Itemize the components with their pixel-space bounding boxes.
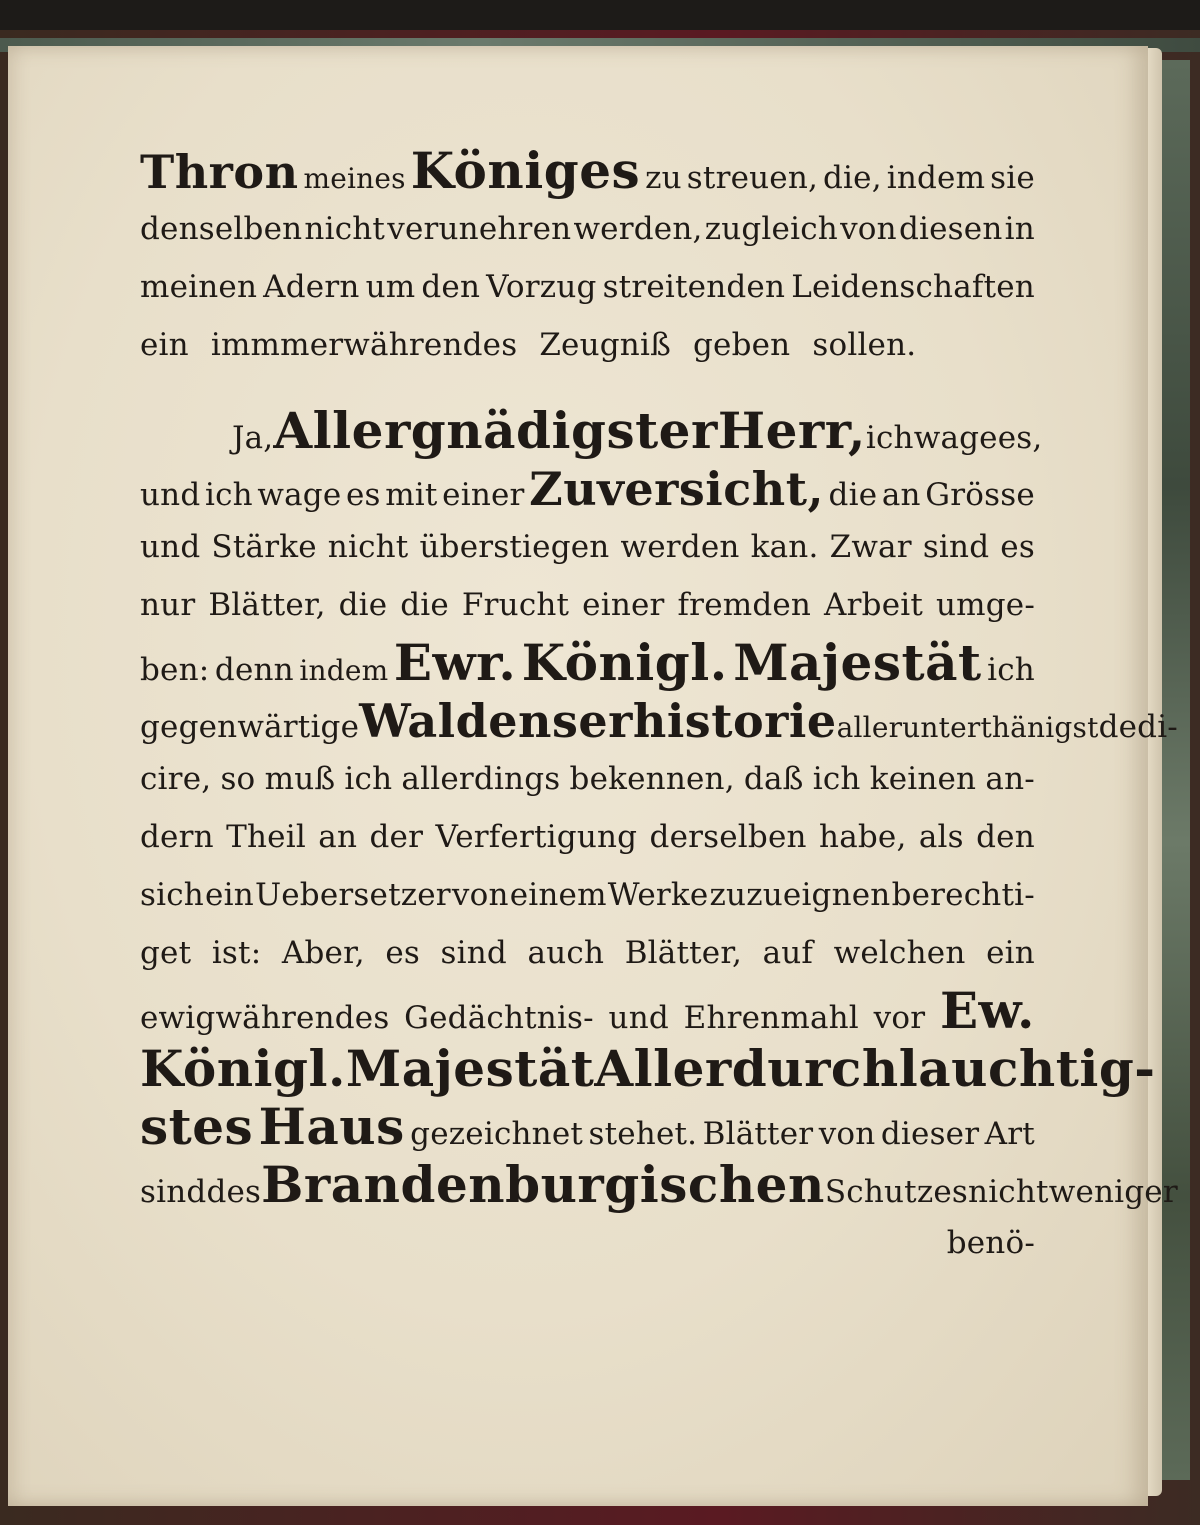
word: derselben <box>649 819 807 855</box>
word-emphasized: Majestät <box>733 633 982 692</box>
word: gezeichnet <box>410 1116 584 1152</box>
word: Schutzes <box>824 1174 969 1210</box>
word: stehet. <box>588 1116 698 1152</box>
text-line <box>140 808 1035 866</box>
word: kan. <box>750 529 819 565</box>
word: auf <box>762 935 814 971</box>
word: Blätter <box>702 1116 814 1152</box>
text-line <box>140 401 1043 460</box>
word: sind <box>140 1174 207 1210</box>
word: wage <box>913 420 998 456</box>
word: einer <box>442 477 525 513</box>
word-emphasized: Allergnädigster <box>273 401 718 460</box>
text-line <box>140 460 1035 518</box>
word: immmerwährendes <box>210 327 518 363</box>
word: meines <box>303 162 406 195</box>
word: Grösse <box>925 477 1035 513</box>
text-line <box>140 200 1035 258</box>
word: Stärke <box>211 529 317 565</box>
word: Uebersetzer <box>254 877 451 913</box>
word: ewigwährendes <box>140 1000 390 1036</box>
text-line <box>140 576 1035 634</box>
word: Arbeit <box>824 587 924 623</box>
word: von <box>451 877 509 913</box>
text-line <box>140 142 1035 200</box>
word: vor <box>873 1000 926 1036</box>
text-line <box>140 518 1035 576</box>
word: ist: <box>211 935 262 971</box>
word: allerdings <box>401 761 561 797</box>
word: Ehrenmahl <box>683 1000 859 1036</box>
text-line <box>140 316 1035 374</box>
word-emphasized: Zuversicht, <box>529 462 824 516</box>
text-line <box>140 692 1178 750</box>
word: bekennen, <box>569 761 735 797</box>
word: sie <box>990 160 1035 196</box>
word: diesen <box>898 211 1003 247</box>
word: einem <box>509 877 607 913</box>
word: Blätter, <box>208 587 326 623</box>
word: nicht <box>327 529 409 565</box>
word: denn <box>214 652 294 688</box>
cover-edge-right <box>1160 60 1190 1480</box>
word: Vorzug <box>486 269 597 305</box>
word: berechti- <box>891 877 1035 913</box>
word: an <box>318 819 358 855</box>
word: sollen. <box>812 327 917 363</box>
catchword: benö- <box>946 1225 1035 1261</box>
word: indem <box>886 160 986 196</box>
word: den <box>421 269 481 305</box>
word: sind <box>440 935 507 971</box>
word: es <box>1000 529 1035 565</box>
text-line <box>140 634 1035 692</box>
word: cire, <box>140 761 212 797</box>
word: dedi- <box>1098 709 1178 745</box>
word-emphasized: Allerdurchlauchtig- <box>594 1039 1156 1098</box>
word: daß <box>743 761 804 797</box>
word: zugleich <box>704 211 838 247</box>
word: ich <box>987 652 1035 688</box>
word-emphasized: Ew. <box>939 981 1035 1040</box>
word: die, <box>823 160 882 196</box>
word: der <box>369 819 424 855</box>
word: meinen <box>140 269 258 305</box>
word: werden, <box>573 211 703 247</box>
text-line <box>140 982 1035 1040</box>
word-emphasized: Königl. <box>521 633 728 692</box>
paragraph-gap <box>140 374 1035 402</box>
text-line <box>140 866 1035 924</box>
text-line <box>140 1039 1156 1098</box>
word: es <box>345 477 381 513</box>
word: umge- <box>935 587 1035 623</box>
word: und <box>608 1000 669 1036</box>
word: habe, <box>819 819 907 855</box>
word: streitenden <box>602 269 786 305</box>
word: ich <box>344 761 393 797</box>
word: ein <box>986 935 1035 971</box>
word-emphasized: Herr, <box>717 401 866 460</box>
word: keinen <box>869 761 977 797</box>
word: Werke <box>607 877 709 913</box>
word: überstiegen <box>419 529 610 565</box>
word: ich <box>865 420 914 456</box>
word: Verfertigung <box>435 819 638 855</box>
word: an- <box>985 761 1035 797</box>
text-line <box>140 924 1035 982</box>
word: gegenwärtige <box>140 709 360 745</box>
word: Leidenschaften <box>791 269 1035 305</box>
word: Zwar <box>829 529 912 565</box>
text-line <box>140 1098 1035 1156</box>
word: Aber, <box>281 935 365 971</box>
word: Ja, <box>232 420 274 456</box>
word: get <box>140 935 192 971</box>
word: Zeugniß <box>539 327 671 363</box>
word: es <box>385 935 420 971</box>
word: einer <box>582 587 665 623</box>
word: und <box>140 529 201 565</box>
word: Adern <box>263 269 360 305</box>
word: sind <box>922 529 990 565</box>
page-text <box>140 141 1178 1272</box>
word: den <box>976 819 1035 855</box>
word: fremden <box>677 587 812 623</box>
text-line <box>140 258 1035 316</box>
word-emphasized: Königes <box>410 141 641 200</box>
word: es, <box>997 420 1043 456</box>
word: auch <box>527 935 605 971</box>
word: Gedächtnis- <box>404 1000 594 1036</box>
word: ein <box>140 327 189 363</box>
word: allerunterthänigst <box>836 711 1099 744</box>
word: Art <box>984 1116 1035 1152</box>
word: nur <box>140 587 196 623</box>
word: dern <box>140 819 214 855</box>
word: zu <box>645 160 682 196</box>
word-emphasized: stes <box>140 1097 254 1156</box>
word: dieser <box>880 1116 980 1152</box>
word: wage <box>257 477 342 513</box>
word: die <box>400 587 449 623</box>
word: Blätter, <box>624 935 742 971</box>
word: von <box>840 211 897 247</box>
word: ben: <box>140 652 210 688</box>
word: denselben <box>140 211 303 247</box>
word: Frucht <box>461 587 570 623</box>
catchword-line <box>140 1214 1035 1272</box>
word-emphasized: Majestät <box>345 1039 595 1098</box>
word: nicht <box>968 1174 1049 1210</box>
word-emphasized: Thron <box>140 145 299 199</box>
word: an <box>881 477 921 513</box>
word: weniger <box>1048 1174 1178 1210</box>
word: indem <box>299 654 389 687</box>
word: verunehren <box>387 211 572 247</box>
word: die <box>338 587 388 623</box>
word: sich <box>140 877 204 913</box>
word: nicht <box>304 211 386 247</box>
word: von <box>818 1116 876 1152</box>
word-emphasized: Waldenserhistorie <box>359 694 837 748</box>
word: streuen, <box>686 160 819 196</box>
word-emphasized: Königl. <box>140 1039 346 1098</box>
word: die <box>828 477 878 513</box>
word-emphasized: Haus <box>258 1097 405 1156</box>
word: ich <box>204 477 253 513</box>
word: um <box>365 269 416 305</box>
word: des <box>206 1174 262 1210</box>
word: und <box>140 477 201 513</box>
word: ich <box>812 761 861 797</box>
word: zuzueignen <box>709 877 891 913</box>
word: ein <box>205 877 254 913</box>
word: muß <box>264 761 336 797</box>
text-line <box>140 750 1035 808</box>
word: werden <box>620 529 740 565</box>
text-line <box>140 1155 1178 1214</box>
word-emphasized: Ewr. <box>393 633 517 692</box>
word: mit <box>385 477 438 513</box>
word-emphasized: Brandenburgischen <box>261 1155 825 1214</box>
word: als <box>918 819 964 855</box>
word: welchen <box>833 935 966 971</box>
word: in <box>1004 211 1035 247</box>
word: so <box>220 761 256 797</box>
word: Theil <box>226 819 306 855</box>
word: geben <box>693 327 791 363</box>
